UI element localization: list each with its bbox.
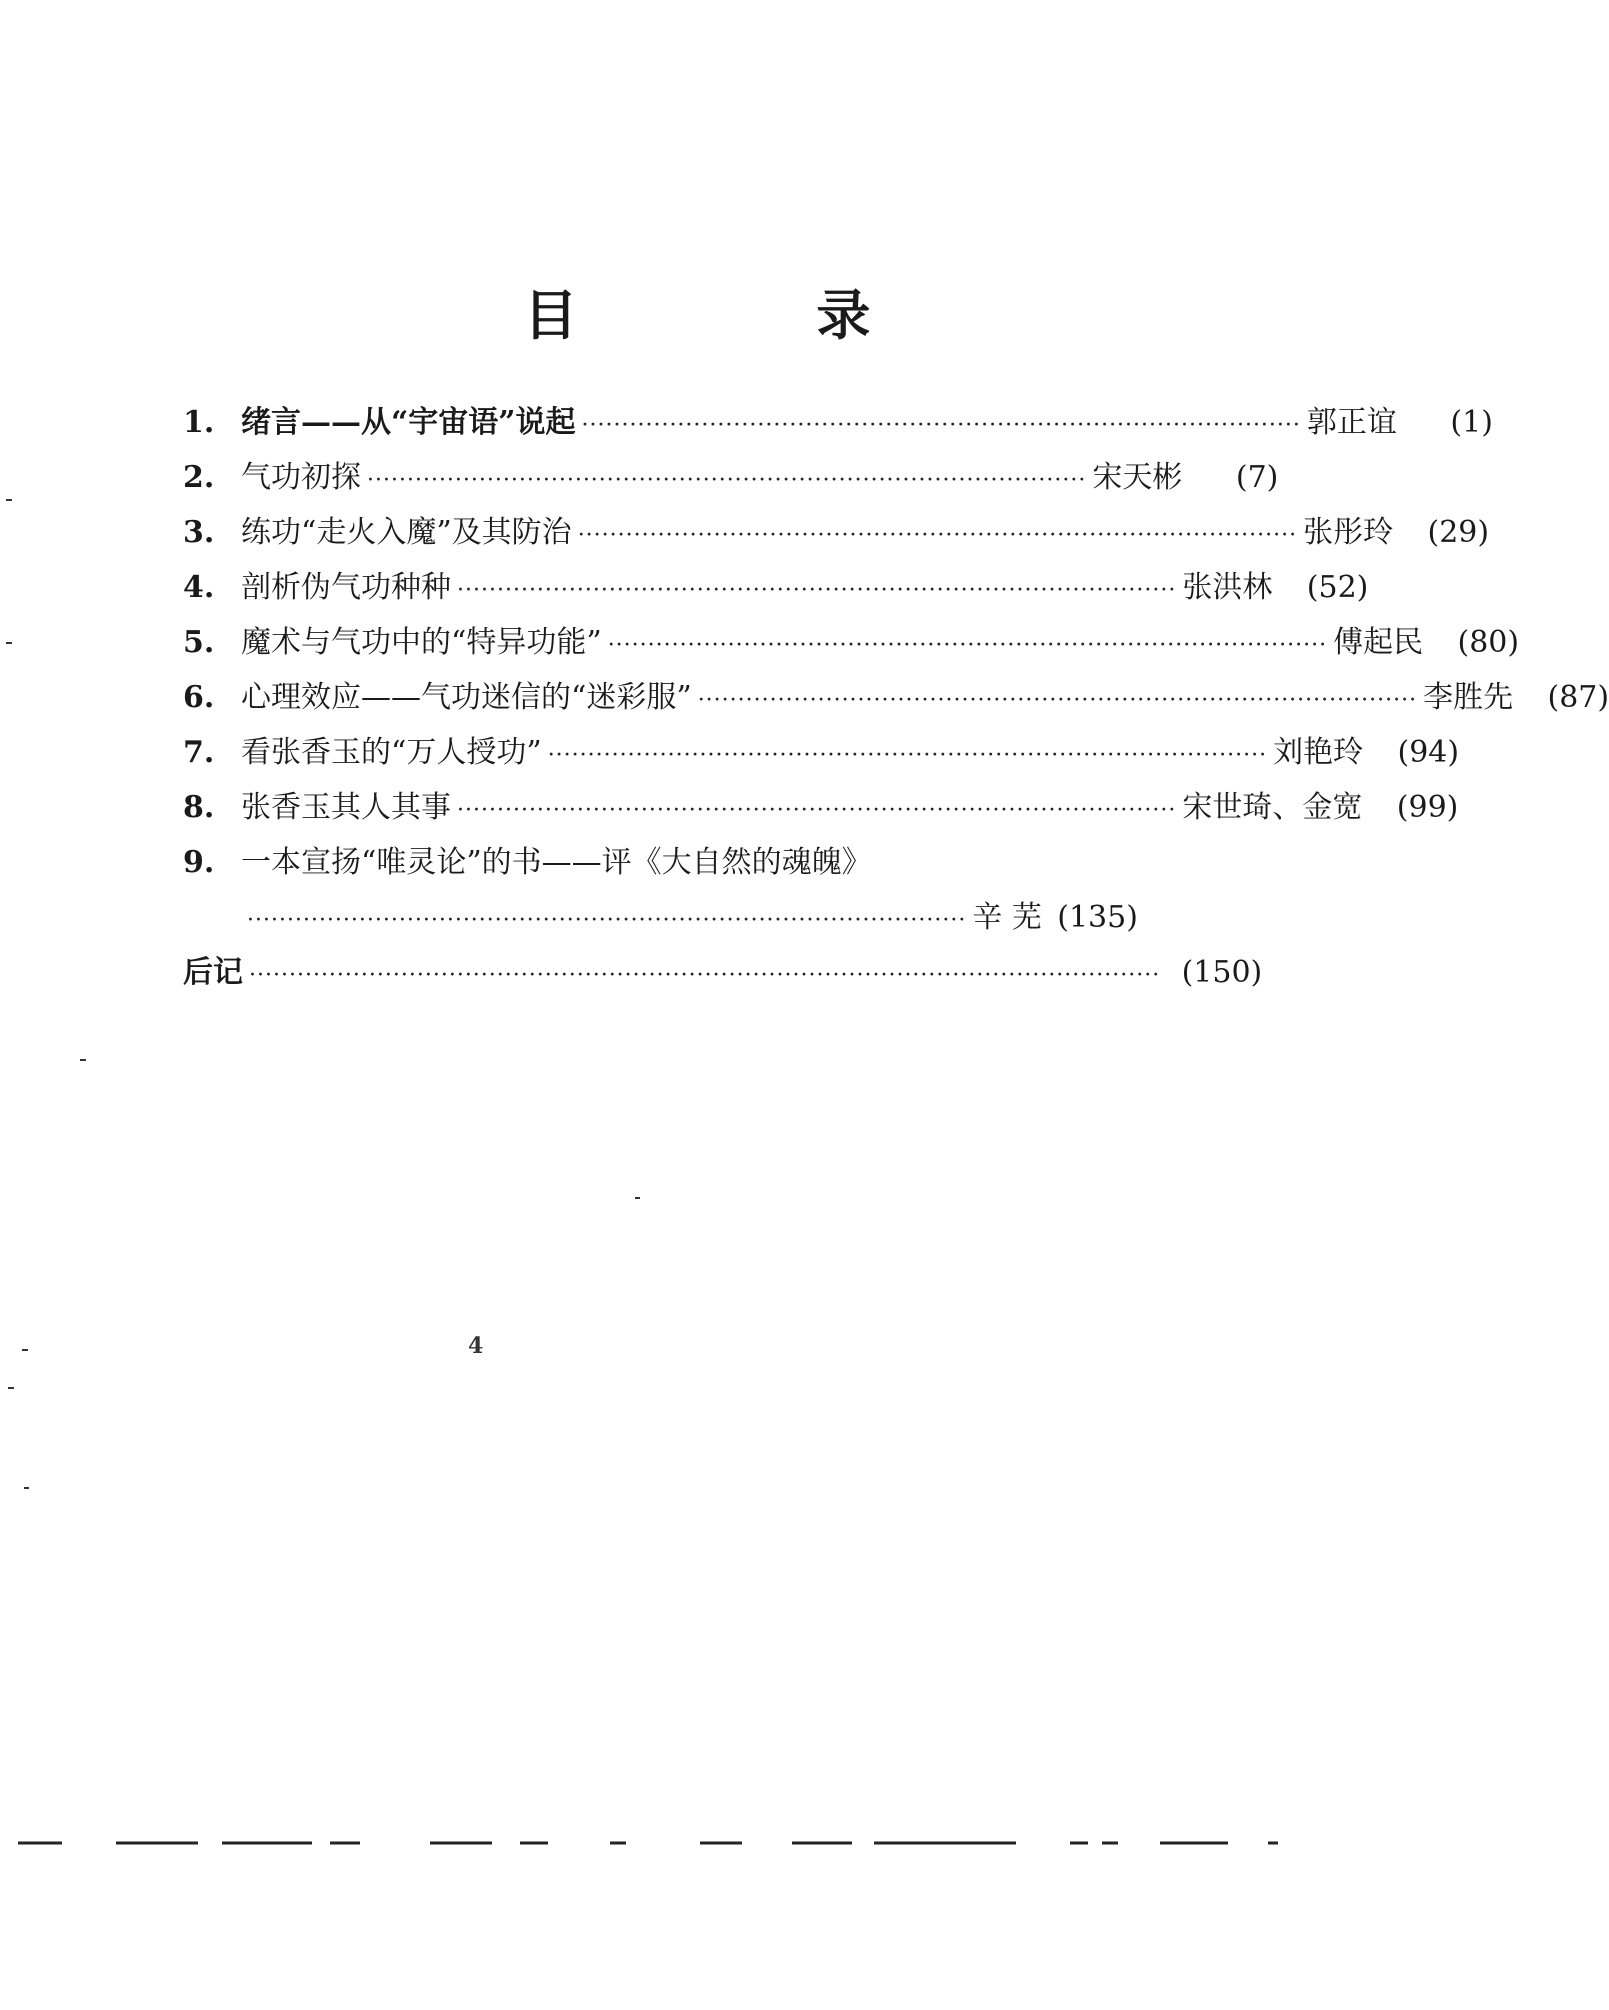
dot-leader: ··························································································	[367, 468, 1087, 493]
toc-entry-4	[183, 560, 1369, 615]
entry-number: 1.	[183, 405, 215, 440]
entry-page: (150)	[1181, 955, 1263, 990]
entry-author: 郭正谊	[1306, 405, 1397, 440]
entry-number: 7.	[183, 735, 215, 770]
entry-title: 后记	[183, 955, 243, 990]
toc-entry-9	[183, 835, 1113, 890]
table-of-contents	[183, 395, 1609, 1000]
page-title: 目 录	[523, 283, 981, 347]
entry-title: 剖析伪气功种种	[241, 570, 451, 605]
dot-leader: ··························································································	[247, 908, 967, 933]
page-mark: 4	[468, 1333, 484, 1359]
entry-title: 气功初探	[241, 460, 361, 495]
toc-entry-afterword	[183, 945, 1263, 1000]
dot-leader: ··························································································	[577, 523, 1298, 548]
entry-title: 练功“走火入魔”及其防治	[241, 515, 572, 550]
entry-number: 5.	[183, 625, 215, 660]
dot-leader: ··························································································	[547, 743, 1268, 768]
entry-page: (7)	[1235, 460, 1279, 495]
entry-number: 8.	[183, 790, 215, 825]
entry-author: 傅起民	[1333, 625, 1424, 660]
entry-author: 宋世琦、金宽	[1182, 790, 1363, 825]
entry-author: 辛 芜	[972, 900, 1042, 935]
entry-page: (99)	[1396, 790, 1459, 825]
entry-number: 9.	[183, 845, 215, 880]
toc-entry-9-continuation	[183, 890, 1138, 945]
entry-number: 4.	[183, 570, 215, 605]
dot-leader: ··························································································	[457, 798, 1177, 823]
entry-page: (80)	[1457, 625, 1520, 660]
toc-entry-5	[183, 615, 1520, 670]
dot-leader: ··························································································	[457, 578, 1177, 603]
entry-author: 刘艳玲	[1273, 735, 1364, 770]
toc-entry-2	[183, 450, 1279, 505]
entry-page: (135)	[1057, 900, 1138, 935]
entry-title: 绪言——从“宇宙语”说起	[241, 405, 576, 440]
dot-leader: ··························································································	[697, 688, 1418, 713]
dot-leader: ··························································································	[581, 413, 1301, 438]
entry-author: 张彤玲	[1303, 515, 1394, 550]
entry-title: 魔术与气功中的“特异功能”	[241, 625, 602, 660]
toc-entry-8	[183, 780, 1459, 835]
entry-author: 张洪林	[1182, 570, 1273, 605]
entry-page: (87)	[1547, 680, 1609, 715]
entry-title: 心理效应——气功迷信的“迷彩服”	[241, 680, 692, 715]
entry-page: (94)	[1397, 735, 1460, 770]
entry-author: 李胜先	[1423, 680, 1514, 715]
entry-page: (1)	[1450, 405, 1493, 440]
entry-page: (52)	[1306, 570, 1369, 605]
toc-entry-3	[183, 505, 1490, 560]
entry-number: 2.	[183, 460, 215, 495]
toc-entry-6	[183, 670, 1609, 725]
toc-entry-1	[183, 395, 1493, 450]
entry-author: 宋天彬	[1092, 460, 1183, 495]
toc-entry-7	[183, 725, 1460, 780]
entry-number: 6.	[183, 680, 215, 715]
entry-title: 一本宣扬“唯灵论”的书——评《大自然的魂魄》	[241, 845, 872, 880]
entry-page: (29)	[1427, 515, 1490, 550]
entry-title: 张香玉其人其事	[241, 790, 451, 825]
dot-leader: ··························································································	[607, 633, 1328, 658]
entry-number: 3.	[183, 515, 215, 550]
dot-leader: ··················································································································	[249, 963, 1161, 988]
entry-title: 看张香玉的“万人授功”	[241, 735, 542, 770]
